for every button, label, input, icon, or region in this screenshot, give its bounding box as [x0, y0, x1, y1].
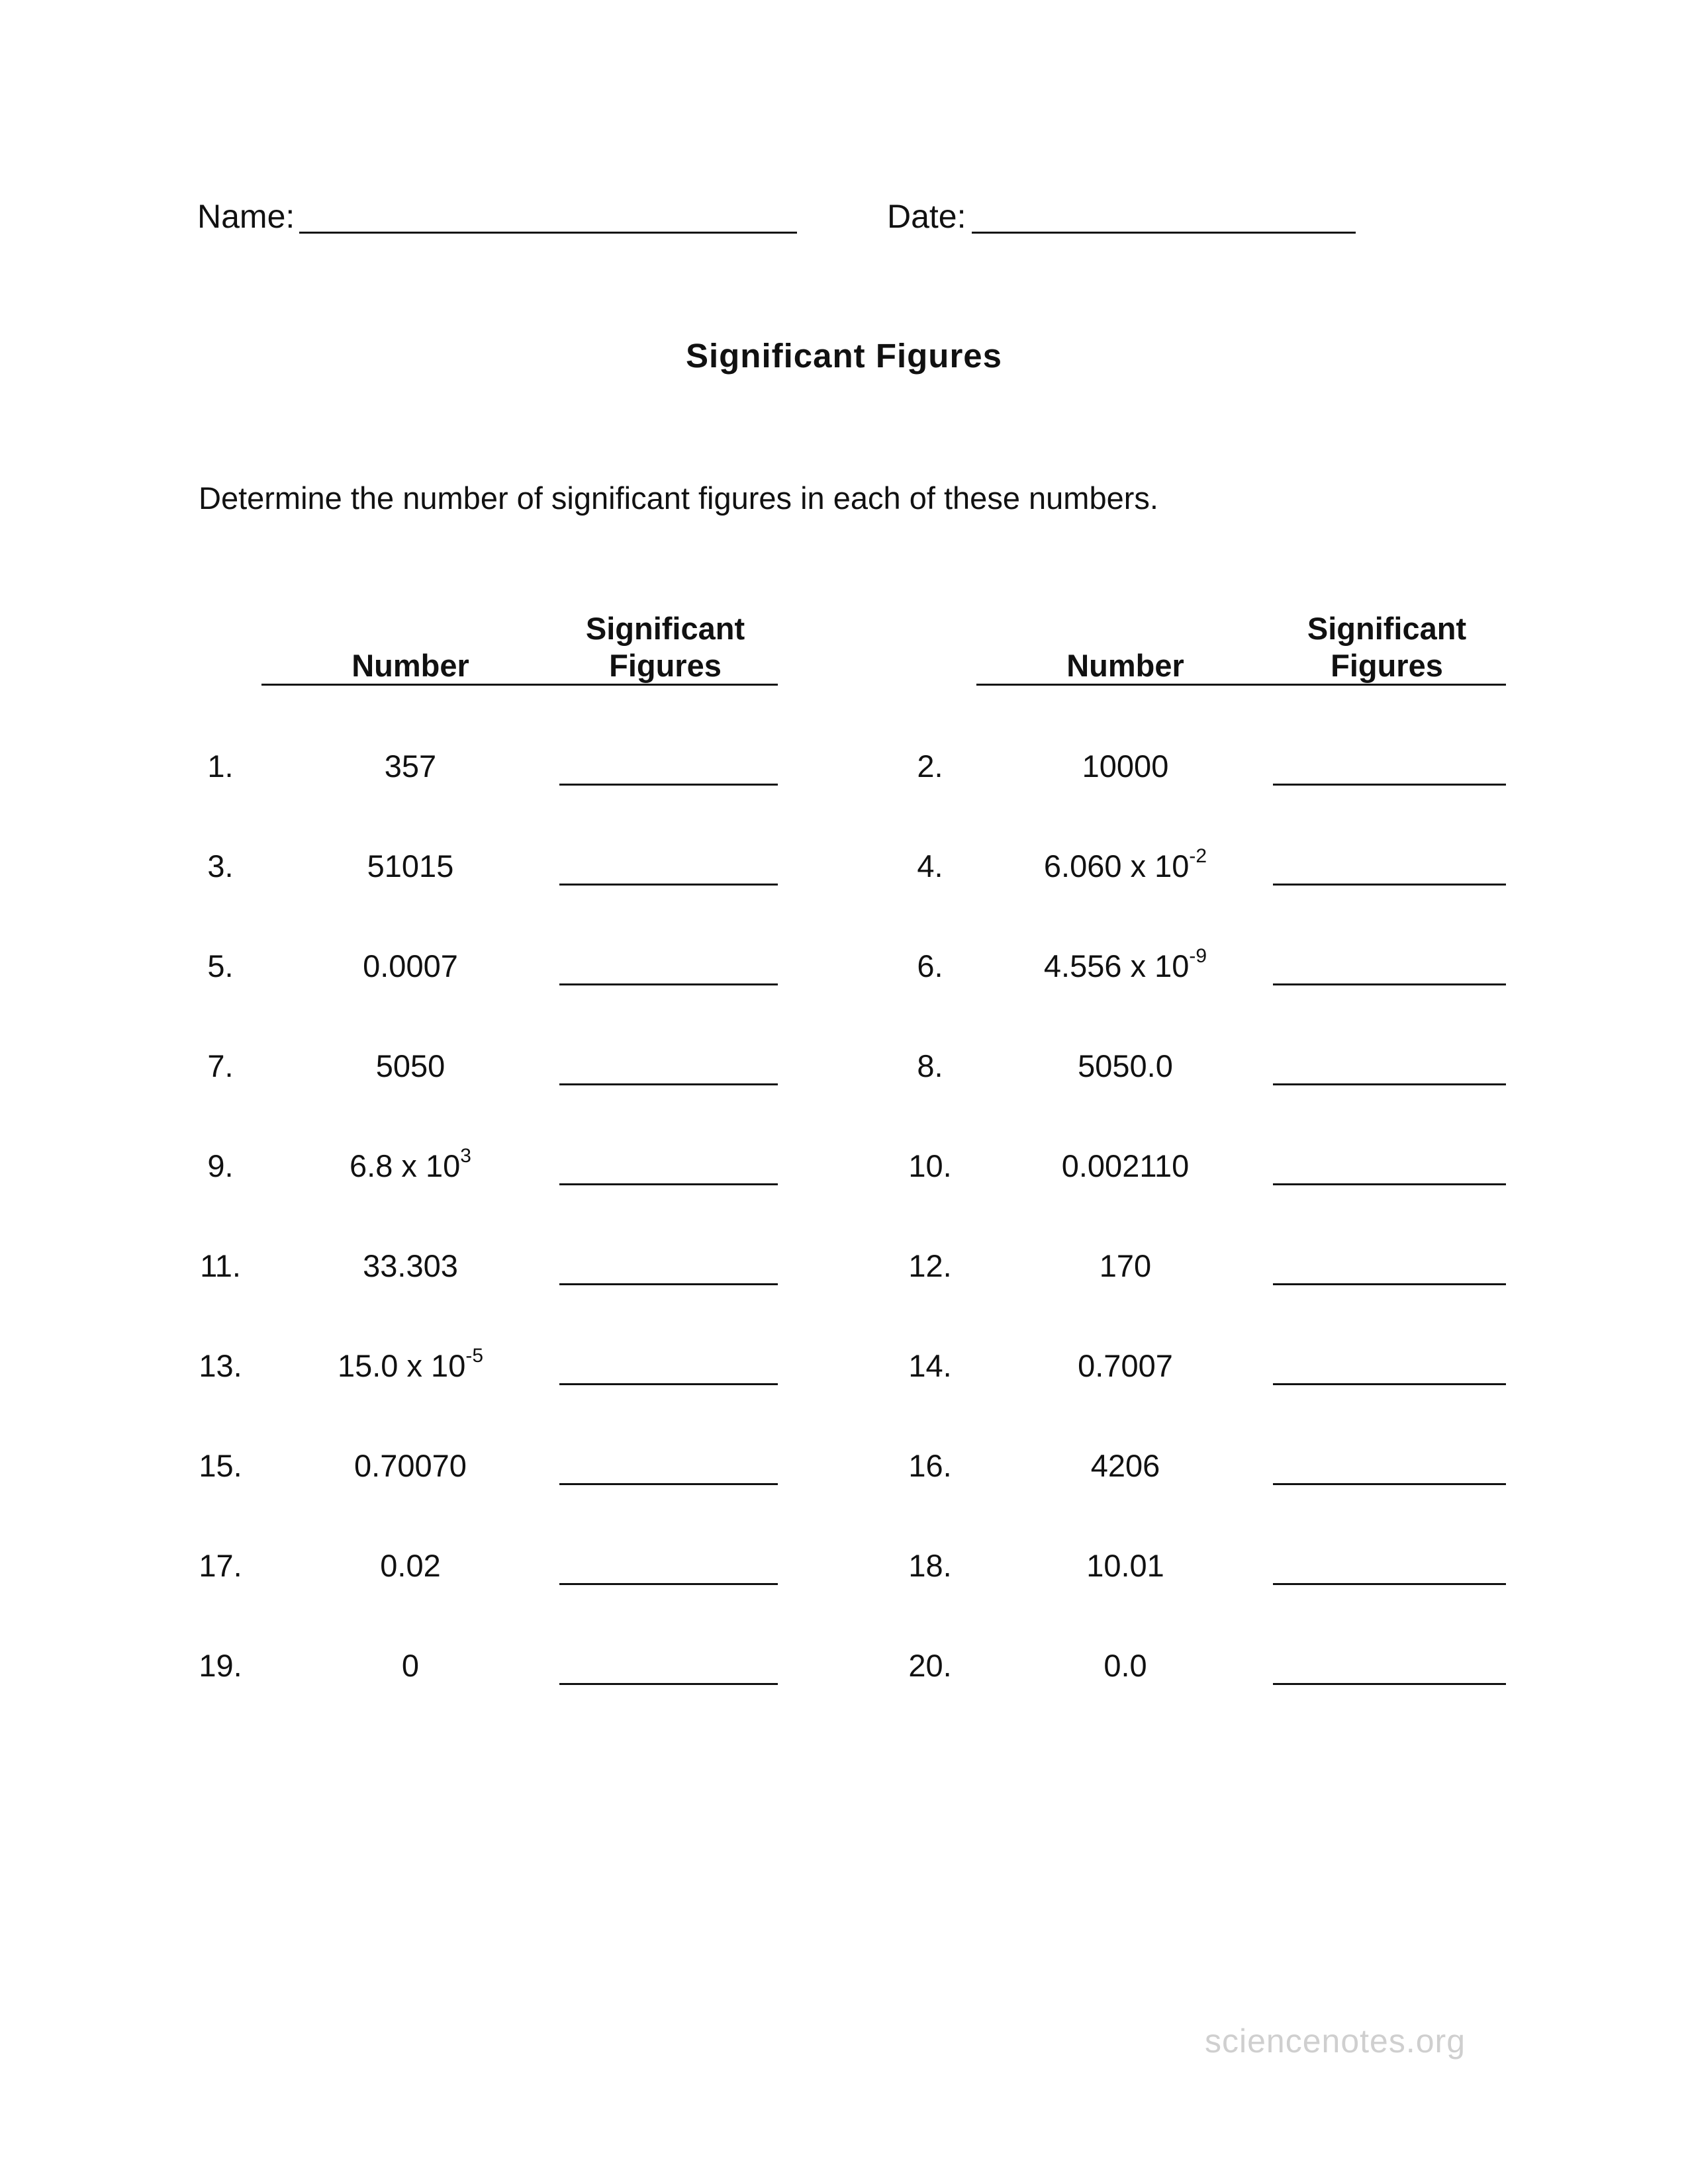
problem-number: 8.	[917, 1048, 943, 1083]
sigfig-header-line1: Significant	[585, 611, 745, 646]
answer-blank[interactable]	[1273, 1283, 1506, 1285]
answer-blank[interactable]	[559, 1183, 778, 1185]
problem-number: 18.	[908, 1548, 952, 1583]
problem-number: 12.	[908, 1248, 952, 1283]
value-base: 4.556 x 10	[1043, 948, 1190, 983]
date-input-line[interactable]	[972, 232, 1356, 234]
value-exponent: -5	[465, 1345, 484, 1367]
problem-number: 3.	[207, 848, 234, 884]
problem-number: 2.	[917, 749, 943, 784]
date-label: Date:	[887, 198, 966, 235]
problem-number: 17.	[199, 1548, 242, 1583]
answer-blank[interactable]	[1273, 1383, 1506, 1385]
answer-blank[interactable]	[1273, 884, 1506, 886]
instructions: Determine the number of significant figures in each of these numbers.	[199, 480, 1158, 516]
problem-number: 20.	[908, 1648, 952, 1683]
value-base: 0.0007	[363, 948, 458, 983]
value-base: 4206	[1090, 1448, 1160, 1483]
problem-number: 7.	[207, 1048, 234, 1083]
value-base: 51015	[367, 848, 454, 884]
problem-value	[271, 1248, 549, 1284]
value-base: 10.01	[1086, 1548, 1164, 1583]
answer-blank[interactable]	[1273, 1683, 1506, 1685]
value-base: 0.70070	[354, 1448, 467, 1483]
answer-blank[interactable]	[559, 884, 778, 886]
value-base: 0.0	[1103, 1648, 1147, 1683]
problem-number: 14.	[908, 1348, 952, 1383]
answer-blank[interactable]	[559, 784, 778, 786]
value-exponent: 3	[460, 1145, 471, 1167]
value-base: 5050	[375, 1048, 445, 1083]
problem-number: 4.	[917, 848, 943, 884]
problem-value	[986, 1647, 1264, 1684]
answer-blank[interactable]	[1273, 1183, 1506, 1185]
problem-value	[271, 1347, 549, 1384]
answer-blank[interactable]	[559, 1683, 778, 1685]
problem-value	[271, 748, 549, 784]
problem-value	[986, 1347, 1264, 1384]
value-base: 6.060 x 10	[1043, 848, 1190, 884]
problem-value	[271, 948, 549, 984]
name-label: Name:	[197, 198, 295, 235]
answer-blank[interactable]	[1273, 983, 1506, 985]
sigfig-header-line2: Figures	[609, 648, 722, 683]
value-base: 170	[1099, 1248, 1152, 1283]
problem-value	[986, 1547, 1264, 1584]
answer-blank[interactable]	[1273, 784, 1506, 786]
problem-number: 19.	[199, 1648, 242, 1683]
footer-watermark: sciencenotes.org	[1205, 2023, 1466, 2060]
answer-blank[interactable]	[1273, 1583, 1506, 1585]
problem-value	[986, 845, 1264, 884]
problem-number: 10.	[908, 1148, 952, 1183]
number-column-header-left: Number	[352, 648, 469, 683]
problem-value	[986, 1248, 1264, 1284]
problem-value	[986, 1447, 1264, 1484]
sigfig-column-header-left	[556, 610, 774, 684]
answer-blank[interactable]	[1273, 1483, 1506, 1485]
problem-value	[271, 1647, 549, 1684]
value-base: 6.8 x 10	[350, 1148, 461, 1183]
problem-value	[271, 1547, 549, 1584]
value-base: 0.002110	[1061, 1148, 1190, 1183]
value-base: 15.0 x 10	[337, 1348, 466, 1383]
header-rule-right	[976, 684, 1506, 686]
problem-number: 15.	[199, 1448, 242, 1483]
value-base: 10000	[1082, 749, 1169, 784]
answer-blank[interactable]	[559, 1583, 778, 1585]
sigfig-header-line2: Figures	[1331, 648, 1443, 683]
answer-blank[interactable]	[559, 1283, 778, 1285]
number-column-header-right: Number	[1066, 648, 1184, 683]
value-base: 0.02	[380, 1548, 441, 1583]
value-base: 0	[401, 1648, 420, 1683]
answer-blank[interactable]	[1273, 1083, 1506, 1085]
sigfig-header-line1: Significant	[1307, 611, 1467, 646]
problem-number: 13.	[199, 1348, 242, 1383]
answer-blank[interactable]	[559, 1383, 778, 1385]
problem-value	[986, 1048, 1264, 1084]
problem-number: 6.	[917, 948, 943, 983]
name-input-line[interactable]	[299, 232, 797, 234]
value-base: 33.303	[363, 1248, 458, 1283]
problem-number: 16.	[908, 1448, 952, 1483]
value-base: 5050.0	[1078, 1048, 1173, 1083]
problem-value	[271, 848, 549, 884]
answer-blank[interactable]	[559, 1083, 778, 1085]
problem-value	[271, 1145, 549, 1184]
header-rule-left	[261, 684, 778, 686]
problem-value	[271, 1447, 549, 1484]
problem-number: 11.	[200, 1248, 241, 1283]
problem-value	[271, 1048, 549, 1084]
answer-blank[interactable]	[559, 983, 778, 985]
problem-value	[986, 945, 1264, 984]
value-exponent: -2	[1189, 845, 1207, 867]
value-base: 0.7007	[1078, 1348, 1173, 1383]
page-title: Significant Figures	[685, 337, 1003, 375]
problem-number: 9.	[207, 1148, 234, 1183]
answer-blank[interactable]	[559, 1483, 778, 1485]
problem-value	[986, 748, 1264, 784]
problem-number: 5.	[207, 948, 234, 983]
value-exponent: -9	[1189, 945, 1207, 967]
problem-value	[986, 1148, 1264, 1184]
value-base: 357	[384, 749, 437, 784]
problem-number: 1.	[207, 749, 234, 784]
sigfig-column-header-right	[1278, 610, 1496, 684]
